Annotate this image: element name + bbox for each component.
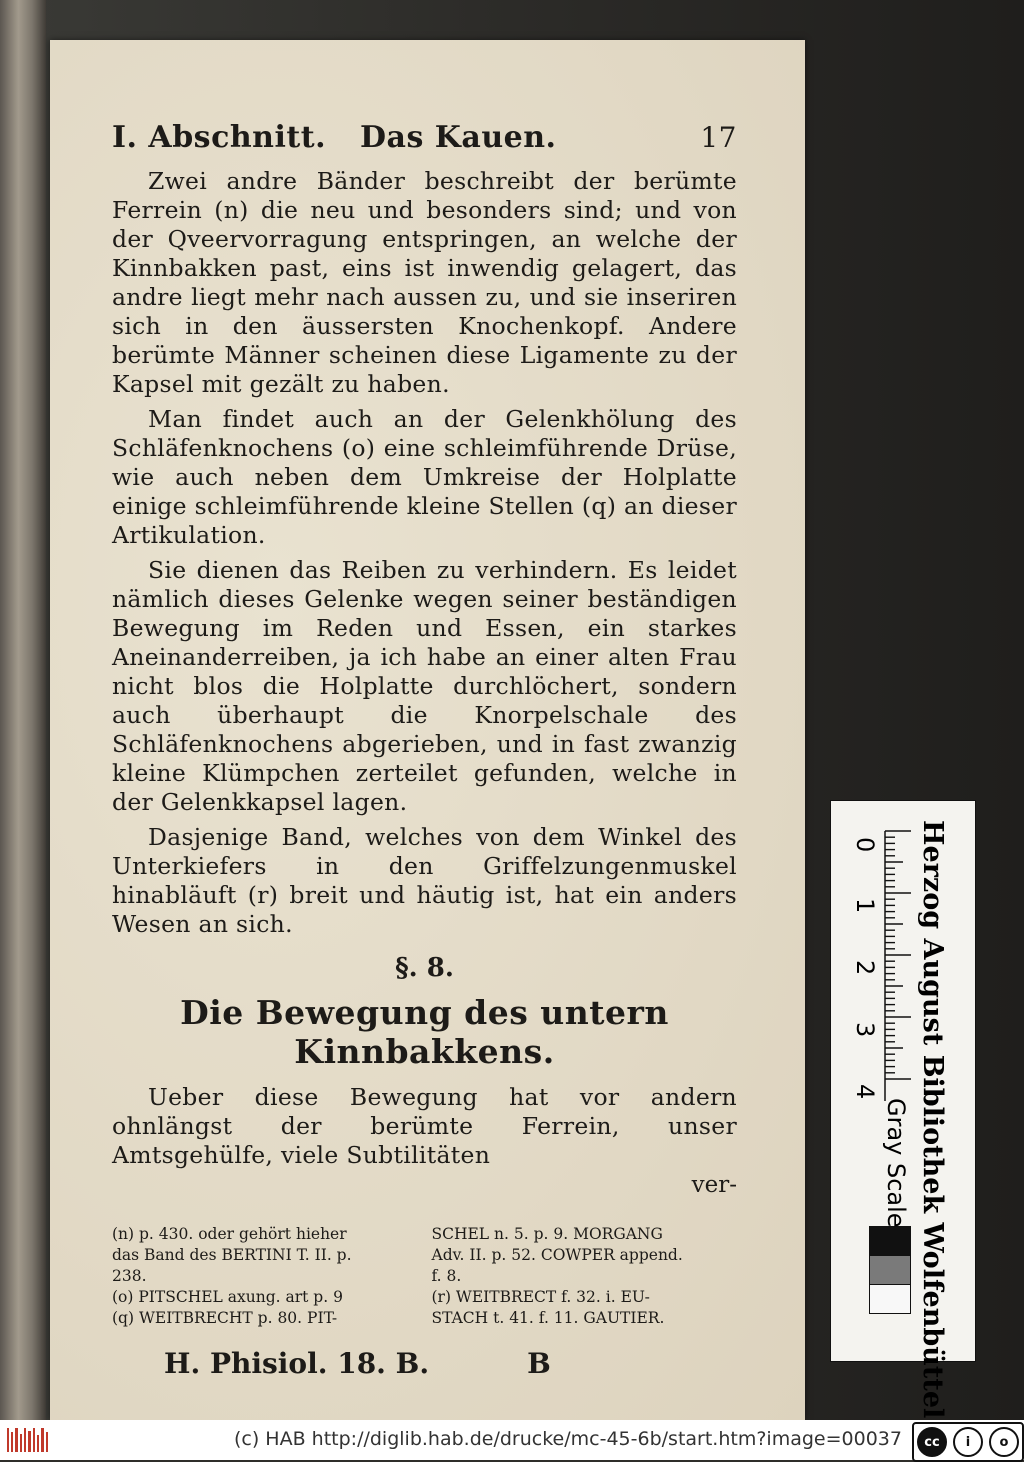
copyright-link[interactable]: (c) HAB http://diglib.hab.de/drucke/mc-45-6b/start.htm?image=00037: [234, 1428, 902, 1450]
footnote-line: 238.: [112, 1267, 147, 1285]
paragraph: Dasjenige Band, welches von dem Winkel des Unterkiefers in den Griffelzungenmuskel hinabläuft (r) breit und häutig ist, hat ein anders Wesen an sich.: [112, 823, 737, 938]
section-title: Die Bewegung des untern Kinnbakkens.: [180, 993, 669, 1071]
patch-gray: [869, 1255, 911, 1285]
footnote-line: (o) PITSCHEL axung. art p. 9: [112, 1288, 343, 1306]
paragraph: Man findet auch an der Gelenkhölung des Schläfenknochens (o) eine schleimführende Drüse, wie auch neben dem Umkreise der Holplatte einige schleimführende kleine Stellen (q) an dieser Artikulation.: [112, 405, 737, 549]
institution-name: Herzog August Bibliothek Wolfenbüttel: [917, 820, 948, 1419]
paragraph: Zwei andre Bänder beschreibt der berümte Ferrein (n) die neu und besonders sind; und von der Qveervorragung entspringen, an welche der Kinnbakken past, eins ist inwendig gelagert, das andre liegt mehr nach aussen zu, und sie inseriren sich in den äussersten Knochenkopf. Andere berümte Männer scheinen diese Ligamente zu der Kapsel mit gezält zu haben.: [112, 167, 737, 398]
page-footer: [112, 1347, 737, 1380]
paragraph: Ueber diese Bewegung hat vor andern ohnlängst der berümte Ferrein, unser Amtsgehülfe, viele Subtilitäten: [112, 1083, 737, 1169]
scale-number: 4: [851, 1084, 879, 1100]
gathering-mark: B: [527, 1347, 551, 1380]
catchword: ver-: [691, 1172, 737, 1198]
cc-license-badge[interactable]: [912, 1422, 1024, 1462]
signature-mark: H. Phisiol. 18. B.: [164, 1347, 430, 1380]
footnote-line: (r) WEITBRECT f. 32. i. EU-: [431, 1288, 650, 1306]
footnote-line: Adv. II. p. 52. COWPER append.: [431, 1246, 683, 1264]
footnotes: [112, 1224, 737, 1329]
scale-labels: [882, 818, 978, 1419]
footnotes-left: [112, 1224, 418, 1329]
book-page: [50, 40, 805, 1420]
chapter-label: I. Abschnitt.: [112, 120, 327, 155]
page-number: 17: [700, 121, 737, 154]
page-content: [112, 120, 737, 1380]
gray-patches: [869, 1226, 911, 1313]
gray-scale-label: Gray Scale: [882, 1098, 910, 1228]
footnotes-right: [432, 1224, 738, 1329]
chapter-title: Das Kauen.: [360, 120, 557, 155]
scale-number: 1: [851, 898, 879, 914]
footnote-line: f. 8.: [431, 1267, 462, 1285]
footnote-line: (q) WEITBRECHT p. 80. PIT-: [112, 1309, 338, 1327]
scale-number: 3: [851, 1022, 879, 1038]
ruler-ticks: [885, 831, 911, 1079]
patch-white: [869, 1284, 911, 1314]
attribution-icon: i: [953, 1427, 983, 1457]
section-mark: §. 8.: [395, 953, 454, 983]
patch-black: [869, 1226, 911, 1256]
footnote-line: (n) p. 430. oder gehört hieher: [112, 1225, 347, 1243]
left-page-edge: [0, 0, 46, 1420]
running-head: [112, 120, 737, 155]
footnote-line: das Band des BERTINI T. II. p.: [112, 1246, 352, 1264]
scale-number: 0: [851, 837, 879, 853]
share-alike-icon: o: [989, 1427, 1019, 1457]
footnote-line: STACH t. 41. f. 11. GAUTIER.: [431, 1309, 665, 1327]
scale-number: 2: [851, 960, 879, 976]
paragraph: Sie dienen das Reiben zu verhindern. Es leidet nämlich dieses Gelenke wegen seiner beständigen Bewegung im Reden und Essen, ein starkes Aneinanderreiben, ja ich habe an einer alten Frau nicht blos die Holplatte durchlöchert, sondern auch überhaupt die Knorpelschale des Schläfenknochens abgerieben, und in fast zwanzig kleine Klümpchen zerteilet gefunden, welche in der Gelenkkapsel lagen.: [112, 556, 737, 816]
cc-icon: cc: [917, 1427, 947, 1457]
footnote-line: SCHEL n. 5. p. 9. MORGANG: [431, 1225, 663, 1243]
hab-logo-icon: [6, 1426, 50, 1454]
